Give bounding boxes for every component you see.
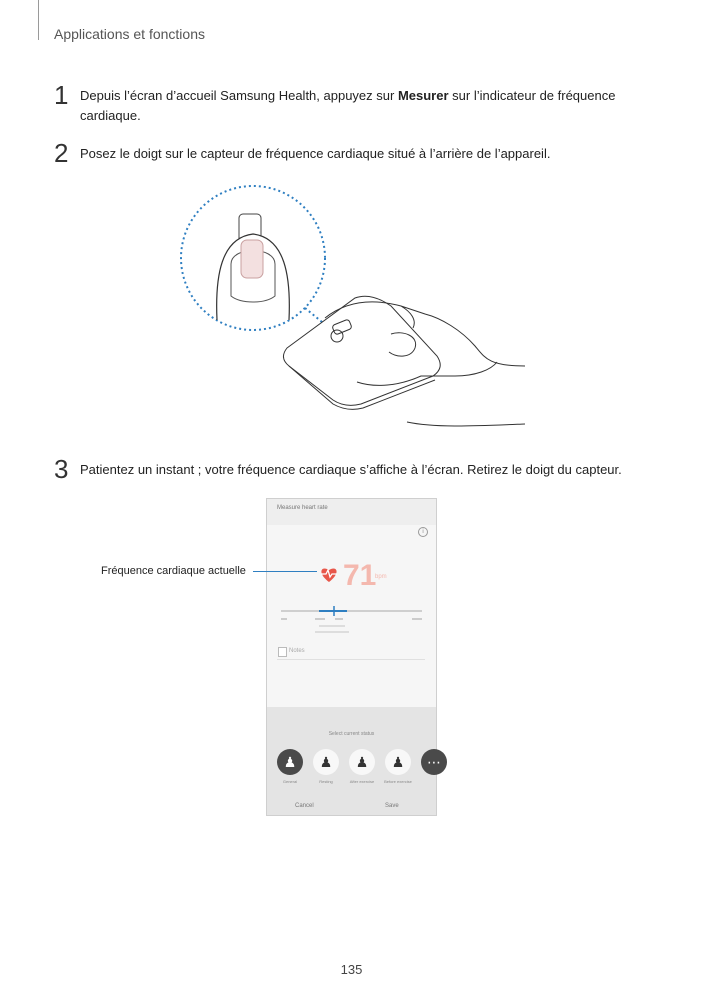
- header-rule: [38, 0, 39, 40]
- heart-rate-range-slider: [279, 605, 424, 639]
- callout-label: Fréquence cardiaque actuelle: [101, 565, 246, 577]
- step-number: 2: [54, 138, 69, 168]
- finger-on-sensor-illustration: [175, 180, 535, 450]
- status-label: After exercise: [349, 779, 375, 784]
- phone-back: [283, 296, 440, 405]
- status-label: Resting: [319, 779, 333, 784]
- status-more-button[interactable]: ⋯: [421, 749, 447, 775]
- callout-line: [253, 571, 317, 572]
- step-text: Depuis l’écran d’accueil Samsung Health, appuyez sur Mesurer sur l’indicateur de fréquence cardiaque.: [80, 88, 616, 123]
- app-header: [267, 499, 436, 525]
- note-icon: [278, 647, 287, 657]
- bpm-value: 71: [343, 559, 377, 592]
- page-number: 135: [340, 962, 363, 977]
- status-label: General: [282, 779, 298, 784]
- status-resting-button[interactable]: ♟: [313, 749, 339, 775]
- status-before-exercise-button[interactable]: ♟: [385, 749, 411, 775]
- bpm-unit: bpm: [375, 574, 387, 580]
- notes-underline: [277, 659, 425, 660]
- bold-term: Mesurer: [397, 88, 449, 103]
- status-sheet: [267, 707, 441, 815]
- sensor-window: [241, 240, 263, 278]
- phone-screenshot: [266, 498, 441, 816]
- info-icon[interactable]: i: [418, 527, 428, 537]
- status-after-exercise-button[interactable]: ♟: [349, 749, 375, 775]
- step-text: Patientez un instant ; votre fréquence cardiaque s’affiche à l’écran. Retirez le doigt du capteur.: [80, 462, 622, 477]
- step-text: Posez le doigt sur le capteur de fréquence cardiaque situé à l’arrière de l’appareil.: [80, 146, 551, 161]
- status-label: Before exercise: [384, 779, 412, 784]
- notes-field[interactable]: Notes: [289, 648, 305, 654]
- step-number: 1: [54, 80, 69, 110]
- cancel-button[interactable]: Cancel: [295, 803, 314, 809]
- status-general-button[interactable]: ♟: [277, 749, 303, 775]
- app-title[interactable]: Measure heart rate: [277, 505, 328, 511]
- save-button[interactable]: Save: [385, 803, 399, 809]
- status-sheet-title: Select current status: [328, 731, 375, 737]
- step-number: 3: [54, 454, 69, 484]
- header-title: Applications et fonctions: [54, 26, 205, 42]
- heart-icon: [319, 565, 339, 583]
